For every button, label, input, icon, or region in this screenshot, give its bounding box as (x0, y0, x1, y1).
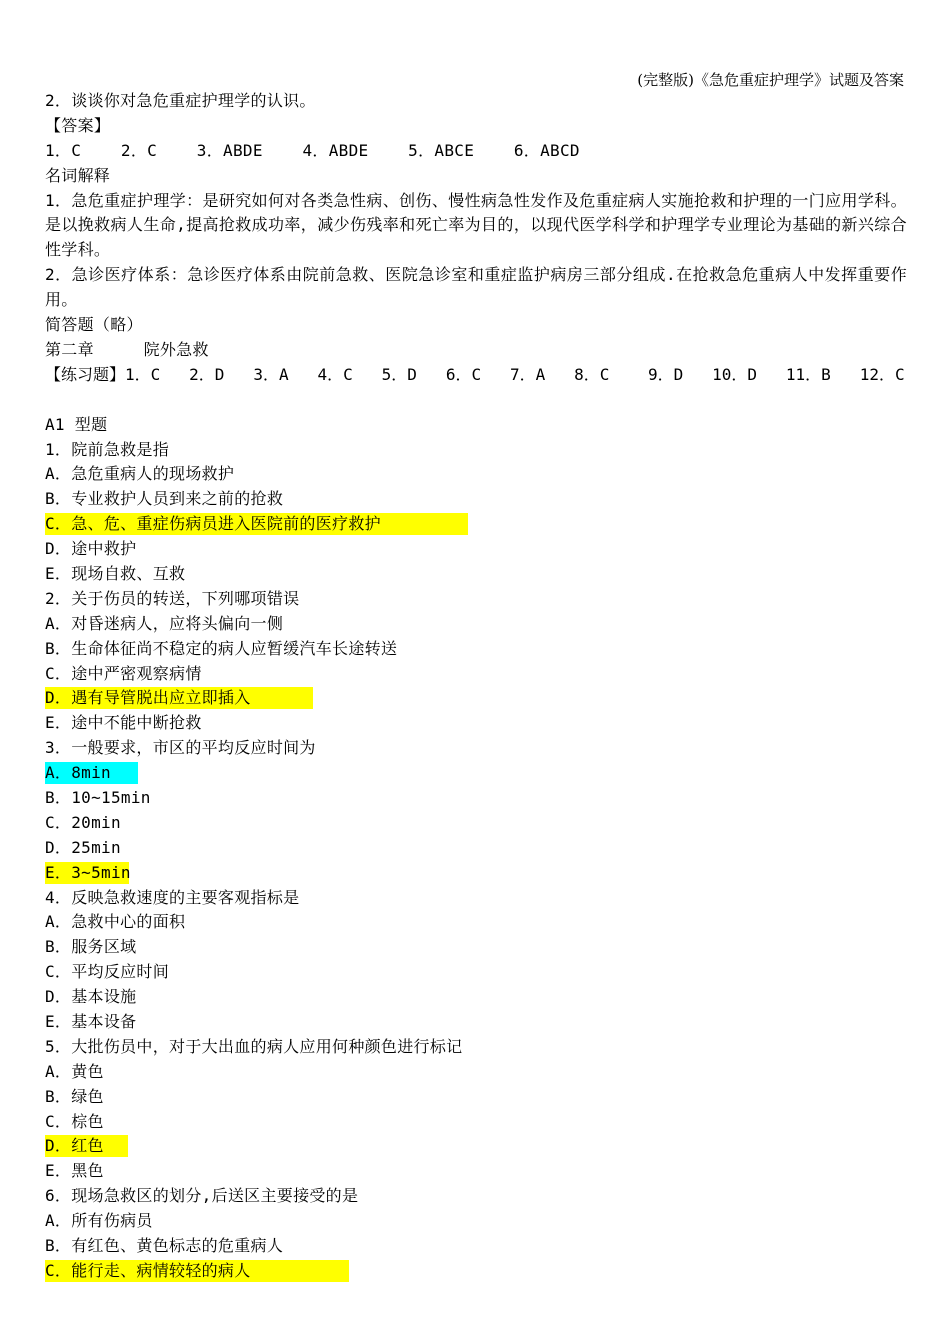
option: C．平均反应时间 (45, 962, 170, 982)
question-text: 2．谈谈你对急危重症护理学的认识。 (45, 91, 316, 110)
answer-list: 1．C 2．C 3．ABDE 4．ABDE 5．ABCE 6．ABCD (45, 140, 580, 160)
short-answer-heading: 简答题（略） (45, 315, 143, 335)
option: C．棕色 (45, 1111, 104, 1131)
answer-heading: 【答案】 (45, 115, 111, 135)
page-header: (完整版)《急危重症护理学》试题及答案 (637, 71, 904, 89)
option: B．绿色 (45, 1086, 104, 1106)
option: D．基本设施 (45, 987, 137, 1007)
highlight-yellow: D．红色 (45, 1135, 128, 1157)
chapter-title: 第二章 院外急救 (45, 339, 209, 359)
section-heading: A1 型题 (45, 414, 108, 434)
option: C．20min (45, 812, 121, 832)
option: A．急救中心的面积 (45, 912, 186, 932)
question-stem: 2．关于伤员的转送，下列哪项错误 (45, 588, 300, 608)
option: E．基本设备 (45, 1012, 137, 1032)
option: A．对昏迷病人，应将头偏向一侧 (45, 613, 284, 633)
option: D．25min (45, 837, 121, 857)
option-highlighted (45, 686, 907, 711)
option: C．途中严密观察病情 (45, 663, 202, 683)
highlight-yellow: C．能行走、病情较轻的病人 (45, 1260, 349, 1282)
option: E．黑色 (45, 1161, 104, 1181)
highlight-yellow: C．急、危、重症伤病员进入医院前的医疗救护 (45, 513, 468, 535)
term-definition: 2．急诊医疗体系：急诊医疗体系由院前急救、医院急诊室和重症监护病房三部分组成.在抢救急危重病人中发挥重要作用。 (45, 265, 907, 310)
question-stem: 6．现场急救区的划分,后送区主要接受的是 (45, 1186, 359, 1206)
question-stem: 5．大批伤员中，对于大出血的病人应用何种颜色进行标记 (45, 1036, 463, 1056)
option-highlighted (45, 1259, 907, 1284)
highlight-yellow: D．遇有导管脱出应立即插入 (45, 687, 313, 709)
highlight-yellow: E．3~5min (45, 862, 131, 882)
highlight-cyan: A．8min (45, 762, 138, 784)
option: D．途中救护 (45, 539, 137, 559)
option: B．服务区域 (45, 937, 137, 957)
question-stem: 4．反映急救速度的主要客观指标是 (45, 887, 300, 907)
option: A．黄色 (45, 1061, 104, 1081)
term-heading: 名词解释 (45, 165, 111, 185)
option-highlighted (45, 512, 907, 537)
question-stem: 3．一般要求，市区的平均反应时间为 (45, 738, 316, 758)
option: E．途中不能中断抢救 (45, 713, 202, 733)
option-highlighted (45, 761, 907, 786)
option-highlighted (45, 861, 907, 886)
option: B．10~15min (45, 788, 151, 808)
document-body (45, 89, 907, 1284)
option: A．所有伤病员 (45, 1211, 153, 1231)
exercise-answers: 【练习题】1．C 2．D 3．A 4．C 5．D 6．C 7．A 8．C 9．D 10．D 11．B 12．C (45, 364, 905, 384)
option: E．现场自救、互救 (45, 564, 186, 583)
question-stem: 1．院前急救是指 (45, 439, 170, 459)
option: B．专业救护人员到来之前的抢救 (45, 489, 284, 509)
term-definition: 1．急危重症护理学：是研究如何对各类急性病、创伤、慢性病急性发作及危重症病人实施抢救和护理的一门应用学科。是以挽救病人生命,提高抢救成功率，减少伤残率和死亡率为目的，以现代医学科学和护理学专业理论为基础的新兴综合性学科。 (45, 190, 907, 260)
blank-line (45, 388, 907, 413)
option-highlighted (45, 1134, 907, 1159)
option: A．急危重病人的现场救护 (45, 464, 235, 484)
option: B．有红色、黄色标志的危重病人 (45, 1236, 284, 1256)
option: B．生命体征尚不稳定的病人应暂缓汽车长途转送 (45, 638, 398, 658)
